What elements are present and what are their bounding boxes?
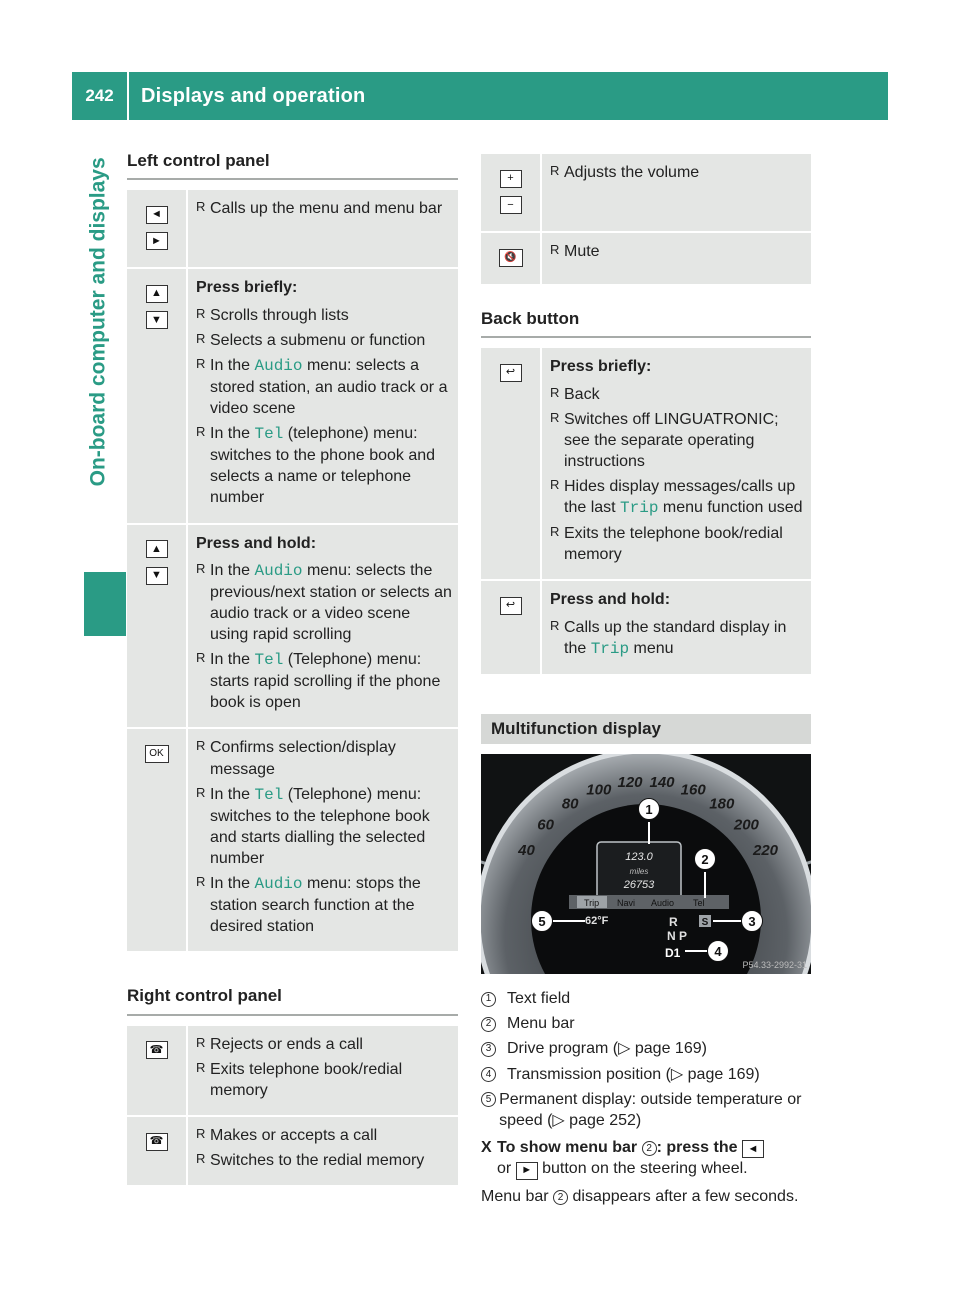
legend-item: [481, 1064, 811, 1085]
left-column: [127, 150, 458, 1187]
description-heading: Press and hold:: [196, 534, 317, 552]
instruction-arrow-icon: X: [481, 1138, 492, 1156]
bullet-item: [550, 617, 805, 660]
steering-key-icon: ↩: [500, 364, 522, 382]
bullet-text: Adjusts the volume: [564, 164, 700, 181]
control-keys: [127, 190, 187, 268]
control-description: [187, 190, 458, 268]
control-row: [481, 232, 811, 285]
bullet-text: menu: selects a stored station, an audio track or a video scene: [210, 356, 448, 417]
steering-key-icon: −: [500, 196, 522, 214]
bullet-item: [196, 873, 452, 937]
speed-label: 40: [518, 842, 535, 860]
callout-2: 2: [694, 848, 716, 870]
callout-3: 3: [741, 910, 763, 932]
bullet-item: [550, 162, 805, 183]
bullet-text: Rejects or ends a call: [210, 1035, 363, 1053]
bullet-list: [550, 384, 805, 566]
bullet-item: [196, 737, 452, 779]
instruction-text1: : press the: [656, 1138, 742, 1156]
bullet-text: Exits telephone book/redial memory: [210, 1060, 403, 1100]
legend-number-circle: 4: [481, 1067, 496, 1082]
speed-label: 200: [733, 816, 759, 834]
bullet-text: Switches to the redial memory: [210, 1152, 425, 1170]
control-keys: [481, 154, 541, 232]
bullet-list: [196, 305, 452, 509]
menu-name: Tel: [254, 651, 284, 670]
control-description: [187, 524, 458, 729]
steering-key-icon: ↩: [500, 597, 522, 615]
bullet-text: Hides display messages/calls up the last: [564, 477, 796, 517]
bullet-item: [196, 1034, 452, 1055]
speed-label: 140: [649, 774, 675, 792]
control-row: [127, 728, 458, 952]
steering-key-icon: ◄: [146, 206, 168, 224]
bullet-item: [550, 476, 805, 519]
figure-legend: [481, 988, 811, 1131]
bullet-text: In the: [210, 875, 255, 893]
bullet-text: menu: selects the previous/next station or selects an audio track or a video scene using rapid scrolling: [210, 561, 452, 643]
bullet-item: [550, 384, 805, 405]
menu-name: Trip: [620, 499, 659, 518]
speed-label: 100: [586, 781, 612, 799]
gear-d1: D1: [665, 946, 681, 961]
multifunction-display-title: Multifunction display: [481, 714, 811, 744]
legend-text: Permanent display: outside temperature or speed (▷ page 252): [499, 1090, 802, 1129]
bullet-text: (Telephone) menu: switches to the telephone book and starts dialling the selected number: [210, 785, 430, 867]
bullet-item: [196, 330, 452, 351]
note-text1: Menu bar: [481, 1187, 554, 1205]
control-keys: [127, 728, 187, 952]
bullet-item: [196, 305, 452, 326]
bullet-list: [550, 162, 805, 183]
callout-1: 1: [638, 798, 660, 820]
control-description: [187, 268, 458, 523]
figure-id: P54.33-2992-31: [742, 960, 807, 971]
bullet-item: [196, 423, 452, 508]
description-heading: Press and hold:: [550, 591, 671, 609]
bullet-text: Exits the telephone book/redial memory: [564, 525, 783, 564]
bullet-text: Back: [564, 385, 600, 403]
steering-key-icon: ▼: [146, 567, 168, 585]
description-heading: Press briefly:: [196, 279, 298, 297]
right-column: [481, 154, 811, 1207]
instrument-cluster-figure: [481, 754, 811, 974]
control-row: [481, 580, 811, 674]
left-arrow-key-icon: ◄: [742, 1140, 764, 1158]
instruction-ref: 2: [642, 1141, 657, 1156]
bullet-item: [550, 409, 805, 472]
control-description: [541, 580, 811, 674]
display-line-2: miles: [629, 867, 649, 877]
menu-item-tel: Tel: [693, 898, 705, 909]
legend-text: Drive program (▷ page 169): [507, 1040, 707, 1058]
menu-name: Audio: [254, 356, 303, 375]
bullet-text: In the: [210, 561, 255, 579]
menu-item-navi: Navi: [617, 898, 636, 909]
bullet-item: [196, 198, 452, 219]
volume-table: [481, 154, 811, 286]
legend-number-circle: 3: [481, 1042, 496, 1057]
legend-number-circle: 1: [481, 992, 496, 1007]
control-keys: [481, 232, 541, 285]
control-keys: [481, 580, 541, 674]
speed-label: 160: [680, 781, 706, 799]
control-keys: [481, 348, 541, 580]
bullet-text: Calls up the menu and menu bar: [210, 200, 443, 218]
bullet-text: Selects a submenu or function: [210, 331, 426, 349]
control-description: [541, 348, 811, 580]
steering-key-icon: 🔇: [499, 249, 523, 267]
back-button-table: [481, 348, 811, 675]
side-tab: [72, 122, 126, 1242]
bullet-item: [550, 523, 805, 565]
control-row: [127, 1026, 458, 1116]
speed-label: 60: [537, 816, 554, 834]
bullet-item: [196, 1125, 452, 1146]
bullet-list: [196, 737, 452, 937]
legend-item: [481, 1089, 811, 1131]
menu-item-audio: Audio: [651, 898, 675, 909]
bullet-item: [196, 560, 452, 645]
callout-4: 4: [707, 940, 729, 962]
instruction-text3: button on the steering wheel.: [537, 1160, 748, 1178]
bullet-text: In the: [210, 785, 255, 803]
control-row: [481, 154, 811, 232]
bullet-item: [196, 649, 452, 713]
bullet-text: Switches off LINGUATRONIC; see the separate operating instructions: [564, 410, 779, 470]
right-arrow-key-icon: ►: [516, 1162, 538, 1180]
control-description: [187, 1026, 458, 1116]
header-title: Displays and operation: [141, 84, 366, 107]
description-heading: Press briefly:: [550, 358, 652, 376]
left-control-panel-title: Left control panel: [127, 150, 458, 180]
bullet-item: [196, 784, 452, 869]
bullet-text: Confirms selection/display message: [210, 739, 396, 778]
menu-name: Trip: [590, 639, 630, 658]
legend-item: [481, 988, 811, 1009]
control-row: [481, 348, 811, 580]
control-description: [541, 154, 811, 232]
callout-5: 5: [531, 910, 553, 932]
page-number: 242: [85, 85, 114, 105]
bullet-text: Calls up the standard display in the: [564, 618, 787, 657]
legend-item: [481, 1038, 811, 1059]
bullet-text: Makes or accepts a call: [210, 1127, 378, 1145]
steering-key-icon: ☎: [146, 1133, 168, 1151]
display-line-3: 26753: [623, 879, 655, 892]
legend-text: Menu bar: [507, 1015, 575, 1033]
legend-number-circle: 5: [481, 1092, 496, 1107]
side-tab-marker: [84, 572, 126, 636]
bullet-item: [196, 1059, 452, 1101]
bullet-text: Mute: [564, 243, 600, 260]
control-description: [541, 232, 811, 285]
steering-key-icon: ▼: [146, 311, 168, 329]
bullet-item: [550, 241, 805, 262]
menu-name: Tel: [254, 425, 284, 444]
menu-item-trip: Trip: [584, 898, 600, 909]
bullet-list: [196, 198, 452, 219]
instruction-show-menu-bar: [481, 1137, 811, 1180]
back-button-title: Back button: [481, 308, 811, 338]
gear-np: N P: [667, 929, 688, 944]
menu-name: Audio: [254, 875, 303, 894]
bullet-item: [196, 355, 452, 419]
bullet-list: [196, 1125, 452, 1171]
bullet-text: In the: [210, 356, 255, 374]
legend-number: [481, 1064, 507, 1085]
legend-number: [481, 1089, 499, 1131]
note-ref: 2: [553, 1190, 568, 1205]
bullet-list: [196, 560, 452, 714]
menu-bar-note: [481, 1186, 811, 1207]
gear-r: R: [669, 915, 678, 930]
bullet-text: (Telephone) menu: starts rapid scrolling if the phone book is open: [210, 651, 441, 712]
left-control-panel-table: [127, 190, 458, 953]
temperature-readout: 62°F: [585, 915, 609, 928]
right-control-panel-table: [127, 1026, 458, 1188]
display-line-1: 123.0: [625, 851, 653, 864]
legend-number-circle: 2: [481, 1017, 496, 1032]
speed-label: 120: [617, 774, 643, 792]
instrument-cluster-illustration: [481, 754, 811, 974]
bullet-item: [196, 1150, 452, 1171]
side-tab-label: On-board computer and displays: [87, 157, 111, 487]
bullet-text: menu: [629, 639, 674, 657]
legend-number: [481, 988, 507, 1009]
bullet-text: Scrolls through lists: [210, 306, 349, 324]
steering-key-icon: ▲: [146, 540, 168, 558]
legend-item: [481, 1013, 811, 1034]
control-description: [187, 1116, 458, 1186]
bullet-text: In the: [210, 425, 255, 443]
side-tab-text-wrap: [72, 122, 126, 522]
steering-key-icon: +: [500, 170, 522, 188]
legend-text: Text field: [507, 990, 571, 1008]
steering-key-icon: ☎: [146, 1041, 168, 1059]
instruction-bold: To show menu bar: [497, 1138, 642, 1156]
control-row: [127, 268, 458, 523]
control-keys: [127, 1116, 187, 1186]
control-row: [127, 190, 458, 268]
steering-key-icon: OK: [145, 745, 169, 763]
control-description: [187, 728, 458, 952]
instruction-text2: or: [497, 1160, 516, 1178]
steering-key-icon: ►: [146, 232, 168, 250]
speed-label: 80: [561, 795, 579, 813]
bullet-text: In the: [210, 651, 255, 669]
control-keys: [127, 268, 187, 523]
bullet-text: menu function used: [658, 499, 803, 517]
page-header: [72, 72, 888, 120]
menu-name: Tel: [254, 785, 284, 804]
steering-key-icon: ▲: [146, 285, 168, 303]
bullet-list: [196, 1034, 452, 1101]
control-keys: [127, 1026, 187, 1116]
bullet-text: menu: stops the station search function at the desired station: [210, 875, 421, 936]
speed-label: 180: [709, 795, 735, 813]
legend-number: [481, 1038, 507, 1059]
drive-program-badge: S: [701, 917, 709, 929]
legend-number: [481, 1013, 507, 1034]
control-row: [127, 524, 458, 729]
speed-label: 220: [752, 842, 779, 860]
control-keys: [127, 524, 187, 729]
bullet-text: (telephone) menu: switches to the phone book and selects a name or telephone number: [210, 425, 436, 507]
control-row: [127, 1116, 458, 1186]
legend-text: Transmission position (▷ page 169): [507, 1065, 760, 1083]
menu-name: Audio: [254, 561, 303, 580]
note-text2: disappears after a few seconds.: [568, 1187, 799, 1205]
bullet-list: [550, 617, 805, 660]
bullet-list: [550, 241, 805, 262]
right-control-panel-title: Right control panel: [127, 985, 458, 1015]
